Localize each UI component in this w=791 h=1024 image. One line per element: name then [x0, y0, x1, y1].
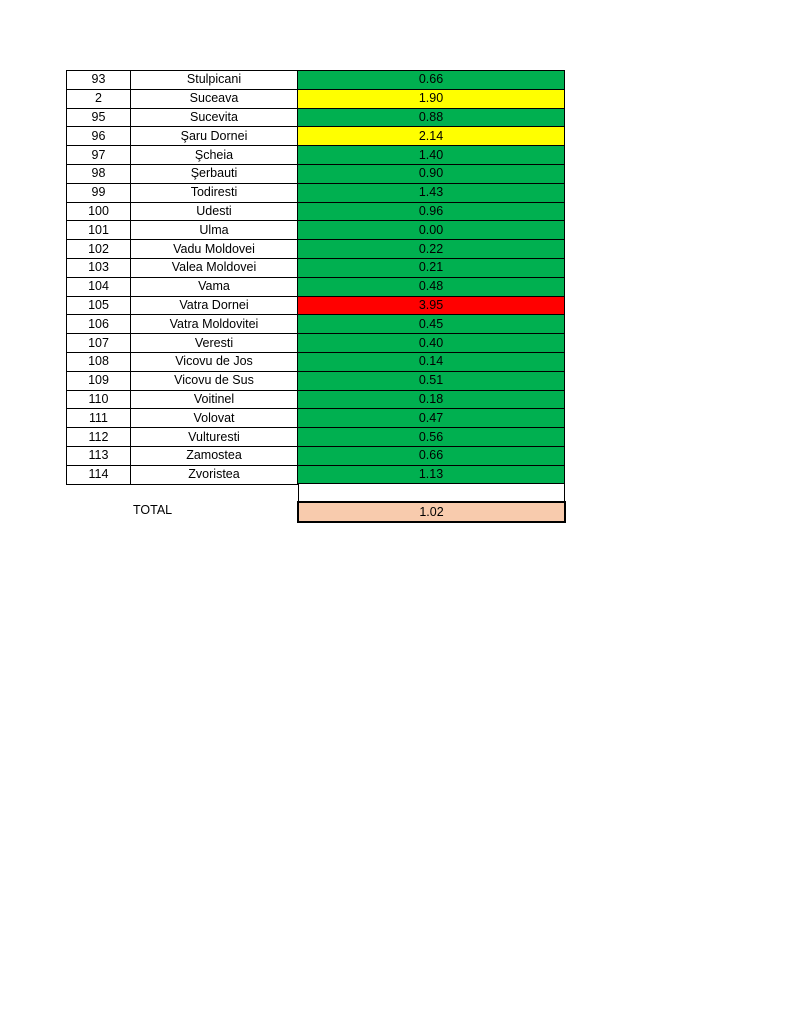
- table-row: [67, 352, 565, 371]
- table-row: [67, 296, 565, 315]
- locality-name-cell: Vama: [131, 277, 298, 296]
- row-number-cell: 109: [67, 371, 131, 390]
- value-cell: 0.14: [298, 352, 565, 371]
- row-number-cell: 104: [67, 277, 131, 296]
- locality-name-cell: Şerbauti: [131, 164, 298, 183]
- row-number-cell: 106: [67, 315, 131, 334]
- row-number-cell: 93: [67, 71, 131, 90]
- value-cell: 0.45: [298, 315, 565, 334]
- value-cell: 2.14: [298, 127, 565, 146]
- locality-name-cell: Şcheia: [131, 146, 298, 165]
- row-number-cell: 96: [67, 127, 131, 146]
- table-row: [67, 127, 565, 146]
- table-row: [67, 202, 565, 221]
- value-cell: 0.40: [298, 334, 565, 353]
- locality-name-cell: Suceava: [131, 89, 298, 108]
- value-cell: 0.48: [298, 277, 565, 296]
- row-number-cell: 110: [67, 390, 131, 409]
- row-number-cell: 111: [67, 409, 131, 428]
- table-row: [67, 315, 565, 334]
- locality-name-cell: Vatra Moldovitei: [131, 315, 298, 334]
- row-number-cell: 114: [67, 465, 131, 484]
- locality-name-cell: Stulpicani: [131, 71, 298, 90]
- locality-name-cell: Veresti: [131, 334, 298, 353]
- table-row: [67, 371, 565, 390]
- table-row: [67, 71, 565, 90]
- table-row: [67, 277, 565, 296]
- locality-name-cell: Voitinel: [131, 390, 298, 409]
- table-row: [67, 428, 565, 447]
- locality-name-cell: Vulturesti: [131, 428, 298, 447]
- value-cell: 0.22: [298, 240, 565, 259]
- empty-value-cell: [298, 483, 565, 501]
- locality-name-cell: Valea Moldovei: [131, 258, 298, 277]
- row-number-cell: 97: [67, 146, 131, 165]
- locality-name-cell: Vadu Moldovei: [131, 240, 298, 259]
- locality-name-cell: Zvoristea: [131, 465, 298, 484]
- table-row: [67, 465, 565, 484]
- table-row: [67, 183, 565, 202]
- locality-name-cell: Volovat: [131, 409, 298, 428]
- value-cell: 3.95: [298, 296, 565, 315]
- table-row: [67, 446, 565, 465]
- row-number-cell: 99: [67, 183, 131, 202]
- locality-name-cell: Ulma: [131, 221, 298, 240]
- value-cell: 1.90: [298, 89, 565, 108]
- locality-name-cell: Vicovu de Sus: [131, 371, 298, 390]
- locality-name-cell: Vicovu de Jos: [131, 352, 298, 371]
- data-table: [66, 70, 565, 485]
- value-cell: 0.51: [298, 371, 565, 390]
- locality-name-cell: Zamostea: [131, 446, 298, 465]
- table-row: [67, 240, 565, 259]
- value-cell: 1.13: [298, 465, 565, 484]
- table-row: [67, 334, 565, 353]
- table-row: [67, 390, 565, 409]
- row-number-cell: 98: [67, 164, 131, 183]
- table-row: [67, 164, 565, 183]
- value-cell: 0.47: [298, 409, 565, 428]
- value-cell: 0.56: [298, 428, 565, 447]
- table-row: [67, 146, 565, 165]
- locality-name-cell: Udesti: [131, 202, 298, 221]
- value-cell: 0.66: [298, 446, 565, 465]
- row-number-cell: 103: [67, 258, 131, 277]
- locality-name-cell: Sucevita: [131, 108, 298, 127]
- value-cell: 0.00: [298, 221, 565, 240]
- row-number-cell: 112: [67, 428, 131, 447]
- value-cell: 0.96: [298, 202, 565, 221]
- row-number-cell: 102: [67, 240, 131, 259]
- row-number-cell: 107: [67, 334, 131, 353]
- row-number-cell: 100: [67, 202, 131, 221]
- row-number-cell: 101: [67, 221, 131, 240]
- table-row: [67, 89, 565, 108]
- table-row: [67, 221, 565, 240]
- value-cell: 1.43: [298, 183, 565, 202]
- table-row: [67, 409, 565, 428]
- total-value-cell: 1.02: [297, 501, 566, 523]
- value-cell: 0.21: [298, 258, 565, 277]
- value-cell: 0.18: [298, 390, 565, 409]
- table-row: [67, 258, 565, 277]
- locality-name-cell: Vatra Dornei: [131, 296, 298, 315]
- value-cell: 0.66: [298, 71, 565, 90]
- row-number-cell: 95: [67, 108, 131, 127]
- locality-name-cell: Todiresti: [131, 183, 298, 202]
- row-number-cell: 2: [67, 89, 131, 108]
- table-body: [67, 71, 565, 485]
- row-number-cell: 113: [67, 446, 131, 465]
- value-cell: 0.88: [298, 108, 565, 127]
- row-number-cell: 105: [67, 296, 131, 315]
- total-label: TOTAL: [133, 503, 173, 517]
- row-number-cell: 108: [67, 352, 131, 371]
- locality-name-cell: Şaru Dornei: [131, 127, 298, 146]
- value-cell: 1.40: [298, 146, 565, 165]
- table-row: [67, 108, 565, 127]
- value-cell: 0.90: [298, 164, 565, 183]
